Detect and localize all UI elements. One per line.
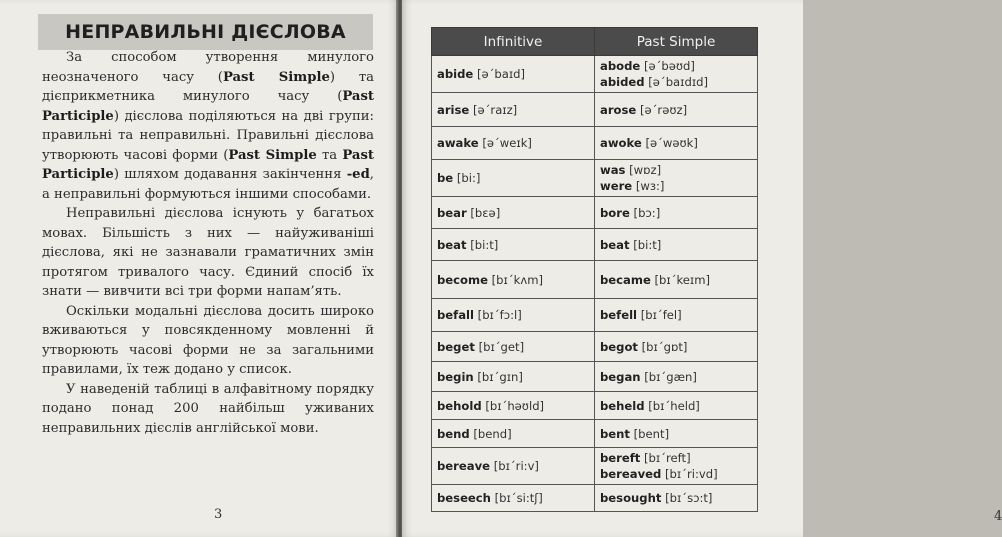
transcription: [ə΄weɪk] xyxy=(482,136,532,150)
table-row xyxy=(432,160,758,197)
verb-form xyxy=(600,450,751,466)
table-row xyxy=(432,392,758,420)
verb-form xyxy=(437,339,588,355)
table-row xyxy=(432,420,758,448)
transcription: [bent] xyxy=(633,426,670,441)
verb-form xyxy=(437,237,588,253)
table-row xyxy=(432,229,758,261)
transcription: [bɛə] xyxy=(470,205,501,220)
infinitive-cell xyxy=(432,160,595,197)
past-simple-cell xyxy=(595,362,758,392)
table-row xyxy=(432,197,758,229)
past-simple-cell xyxy=(595,93,758,127)
text-run: У наведеній таблиці в алфавітному порядку подано понад 200 найбільш уживаних неправильних дієслів англійської мови. xyxy=(42,381,374,436)
verb-word: was xyxy=(600,163,626,177)
transcription: [wɜ:] xyxy=(635,179,665,193)
verb-word: be xyxy=(437,171,454,185)
bold-term: Past Simple xyxy=(228,147,317,163)
verb-word: abode xyxy=(600,59,641,73)
text-run: ) та дієприкметника минулого часу ( xyxy=(42,69,374,104)
past-simple-cell xyxy=(595,485,758,512)
transcription: [ə΄baɪdɪd] xyxy=(648,75,709,89)
verb-word: beat xyxy=(600,237,630,252)
verb-word: befall xyxy=(437,308,474,322)
bold-term: Past Simple xyxy=(222,69,330,85)
verb-word: become xyxy=(437,272,488,287)
verb-word: bereave xyxy=(437,459,490,473)
verb-word: beget xyxy=(437,339,475,354)
verb-form xyxy=(437,426,588,442)
bold-term: Past Participle xyxy=(42,147,374,182)
verb-form xyxy=(600,74,751,90)
text-run: Оскільки модальні дієслова досить широко вживаються у повсякденному мовленні й утворюють часові форми не за загальними правилами, їх теж додано у список. xyxy=(42,303,374,377)
paragraph xyxy=(42,48,374,204)
past-simple-cell xyxy=(595,448,758,485)
verb-form xyxy=(600,398,751,414)
verb-word: awake xyxy=(437,136,479,150)
verb-form xyxy=(600,102,751,118)
bold-term: -ed xyxy=(346,167,370,182)
transcription: [ə΄wəʊk] xyxy=(645,136,698,150)
text-run: Неправильні дієслова існують у багатьох мовах. Більшість з них — найуживаніші дієслова, які не зазнавали граматичних змін протягом тривалого часу. Єдиний спосіб їх знати — вивчити всі три форми напам’ять. xyxy=(42,206,374,299)
infinitive-cell xyxy=(432,392,595,420)
verb-word: abide xyxy=(437,67,474,81)
transcription: [bɪ΄gæn] xyxy=(644,369,697,384)
verb-word: begin xyxy=(437,369,474,384)
verb-form xyxy=(600,339,751,355)
paragraph xyxy=(42,204,374,302)
verb-word: bend xyxy=(437,426,470,441)
verb-form xyxy=(437,205,588,221)
body-text xyxy=(42,48,374,438)
text-run: ) шляхом додавання закінчення xyxy=(113,167,347,182)
verb-form xyxy=(600,426,751,442)
infinitive-cell xyxy=(432,197,595,229)
transcription: [bi:t] xyxy=(470,237,499,252)
verb-word: bear xyxy=(437,205,467,220)
transcription: [bɪ΄keɪm] xyxy=(654,272,711,287)
table-body xyxy=(432,56,758,512)
verb-word: abided xyxy=(600,75,645,89)
header-past-simple: Past Simple xyxy=(595,28,758,56)
transcription: [bɪ΄held] xyxy=(648,398,700,413)
text-run: , а неправильні формуються іншими способами. xyxy=(42,167,374,202)
verb-form xyxy=(437,170,588,186)
past-simple-cell xyxy=(595,56,758,93)
transcription: [bɪ΄kʌm] xyxy=(491,272,544,287)
verb-word: begot xyxy=(600,339,638,354)
table-row xyxy=(432,261,758,299)
transcription: [ə΄baɪd] xyxy=(476,67,526,81)
transcription: [bi:] xyxy=(456,171,481,185)
infinitive-cell xyxy=(432,362,595,392)
transcription: [bɔ:] xyxy=(633,205,661,220)
past-simple-cell xyxy=(595,332,758,362)
verb-form xyxy=(600,135,751,151)
transcription: [bɪ΄ri:v] xyxy=(493,459,539,473)
header-infinitive: Infinitive xyxy=(432,28,595,56)
past-simple-cell xyxy=(595,229,758,261)
verb-word: bent xyxy=(600,426,630,441)
paragraph xyxy=(42,302,374,380)
verb-word: beheld xyxy=(600,398,645,413)
page-title: НЕПРАВИЛЬНІ ДІЄСЛОВА xyxy=(38,14,373,50)
transcription: [bɪ΄fɔ:l] xyxy=(477,308,522,322)
verb-form xyxy=(437,135,588,151)
verb-form xyxy=(600,162,751,178)
infinitive-cell xyxy=(432,448,595,485)
verb-form xyxy=(600,178,751,194)
infinitive-cell xyxy=(432,56,595,93)
verb-form xyxy=(600,369,751,385)
verb-form xyxy=(437,102,588,118)
verb-word: bereft xyxy=(600,451,641,465)
transcription: [bɪ΄gɪn] xyxy=(477,369,523,384)
verb-word: began xyxy=(600,369,641,384)
table-row xyxy=(432,127,758,160)
verb-word: besought xyxy=(600,491,662,505)
verb-word: bore xyxy=(600,205,630,220)
verb-form xyxy=(600,466,751,482)
table-row xyxy=(432,332,758,362)
verb-word: were xyxy=(600,179,633,193)
verb-word: behold xyxy=(437,398,482,413)
infinitive-cell xyxy=(432,93,595,127)
transcription: [wɒz] xyxy=(629,163,662,177)
past-simple-cell xyxy=(595,261,758,299)
past-simple-cell xyxy=(595,420,758,448)
table-row xyxy=(432,56,758,93)
transcription: [ə΄raɪz] xyxy=(472,102,518,117)
transcription: [bɪ΄reft] xyxy=(644,451,691,465)
transcription: [bɪ΄həʊld] xyxy=(485,398,545,413)
past-simple-cell xyxy=(595,299,758,332)
infinitive-cell xyxy=(432,229,595,261)
verb-word: befell xyxy=(600,308,638,322)
infinitive-cell xyxy=(432,332,595,362)
transcription: [ə΄rəʊz] xyxy=(639,102,688,117)
verb-form xyxy=(600,58,751,74)
page-number-right: 4 xyxy=(994,509,1002,524)
verb-word: became xyxy=(600,272,651,287)
text-run: За способом утворення минулого неозначеного часу ( xyxy=(42,50,374,85)
paragraph xyxy=(42,380,374,439)
verb-form xyxy=(437,272,588,288)
transcription: [ə΄bəʊd] xyxy=(643,59,695,73)
table-header-row xyxy=(432,28,758,56)
verb-form xyxy=(600,490,751,506)
past-simple-cell xyxy=(595,197,758,229)
table-row xyxy=(432,93,758,127)
verb-word: awoke xyxy=(600,136,642,150)
table-row xyxy=(432,299,758,332)
bold-term: Past Participle xyxy=(42,89,374,124)
past-simple-cell xyxy=(595,160,758,197)
verb-form xyxy=(437,398,588,414)
transcription: [bɪ΄ri:vd] xyxy=(664,467,718,481)
verb-word: arise xyxy=(437,102,470,117)
transcription: [bɪ΄sɔ:t] xyxy=(665,491,713,505)
verb-form xyxy=(437,66,588,82)
text-run: ) дієслова поділяються на дві групи: правильні та неправильні. Правильні дієслова утворюють часові форми ( xyxy=(42,108,374,163)
infinitive-cell xyxy=(432,127,595,160)
verb-form xyxy=(437,458,588,474)
infinitive-cell xyxy=(432,261,595,299)
verb-form xyxy=(600,272,751,288)
infinitive-cell xyxy=(432,420,595,448)
transcription: [bi:t] xyxy=(633,237,662,252)
table-row xyxy=(432,448,758,485)
verb-form xyxy=(600,205,751,221)
verb-word: bereaved xyxy=(600,467,662,481)
infinitive-cell xyxy=(432,299,595,332)
text-run: та xyxy=(316,147,343,163)
verb-form xyxy=(437,307,588,323)
verb-form xyxy=(600,307,751,323)
transcription: [bend] xyxy=(473,426,512,441)
verb-word: beat xyxy=(437,237,467,252)
transcription: [bɪ΄gɒt] xyxy=(641,339,688,354)
transcription: [bɪ΄si:tʃ] xyxy=(494,491,543,505)
irregular-verbs-table xyxy=(431,27,758,512)
past-simple-cell xyxy=(595,127,758,160)
page-number-left: 3 xyxy=(214,507,223,522)
verb-form xyxy=(437,369,588,385)
table-row xyxy=(432,362,758,392)
table-row xyxy=(432,485,758,512)
verb-form xyxy=(437,490,588,506)
verb-form xyxy=(600,237,751,253)
infinitive-cell xyxy=(432,485,595,512)
verb-word: beseech xyxy=(437,491,491,505)
transcription: [bɪ΄get] xyxy=(478,339,525,354)
left-page xyxy=(0,0,398,537)
verb-word: arose xyxy=(600,102,637,117)
past-simple-cell xyxy=(595,392,758,420)
transcription: [bɪ΄fel] xyxy=(640,308,682,322)
